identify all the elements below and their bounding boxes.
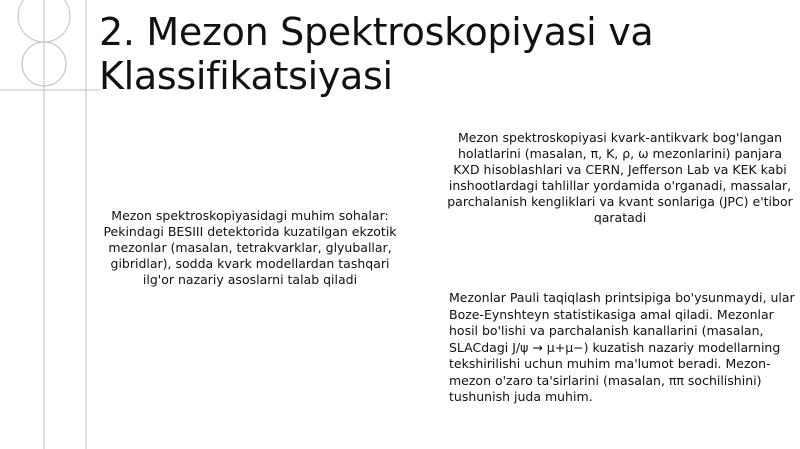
right-top-paragraph: Mezon spektroskopiyasi kvark-antikvark bog'langan holatlarini (masalan, π, K, ρ, ω mezonlarini) panjara KXD hisoblashlari va CERN, Jefferson Lab va KEK kabi inshootlardagi tahlillar yordamida o'rganadi, massalar, parchalanish kengliklari va kvant sonlariga (JPC) e'tibor qaratadi: [447, 130, 793, 225]
left-paragraph: Mezon spektroskopiyasidagi muhim sohalar: Pekindagi BESIII detektorida kuzatilgan ekzotik mezonlar (masalan, tetrakvarklar, glyuballar, gibridlar), sodda kvark modellardan tashqari ilg'or nazariy asoslarni talab qiladi: [103, 208, 397, 287]
slide-title: 2. Mezon Spektroskopiyasi va Klassifikatsiyasi: [99, 10, 654, 98]
right-bottom-paragraph: Mezonlar Pauli taqiqlash printsipiga bo'ysunmaydi, ular Boze-Eynshteyn statistikasiga amal qiladi. Mezonlar hosil bo'lishi va parchalanish kanallarini (masalan, SLACdagi J/ψ → μ+μ−) kuzatish nazariy modellarning tekshirilishi uchun muhim ma'lumot beradi. Mezon-mezon o'zaro ta'sirlarini (masalan, ππ sochilishini) tushunish juda muhim.: [449, 290, 795, 404]
